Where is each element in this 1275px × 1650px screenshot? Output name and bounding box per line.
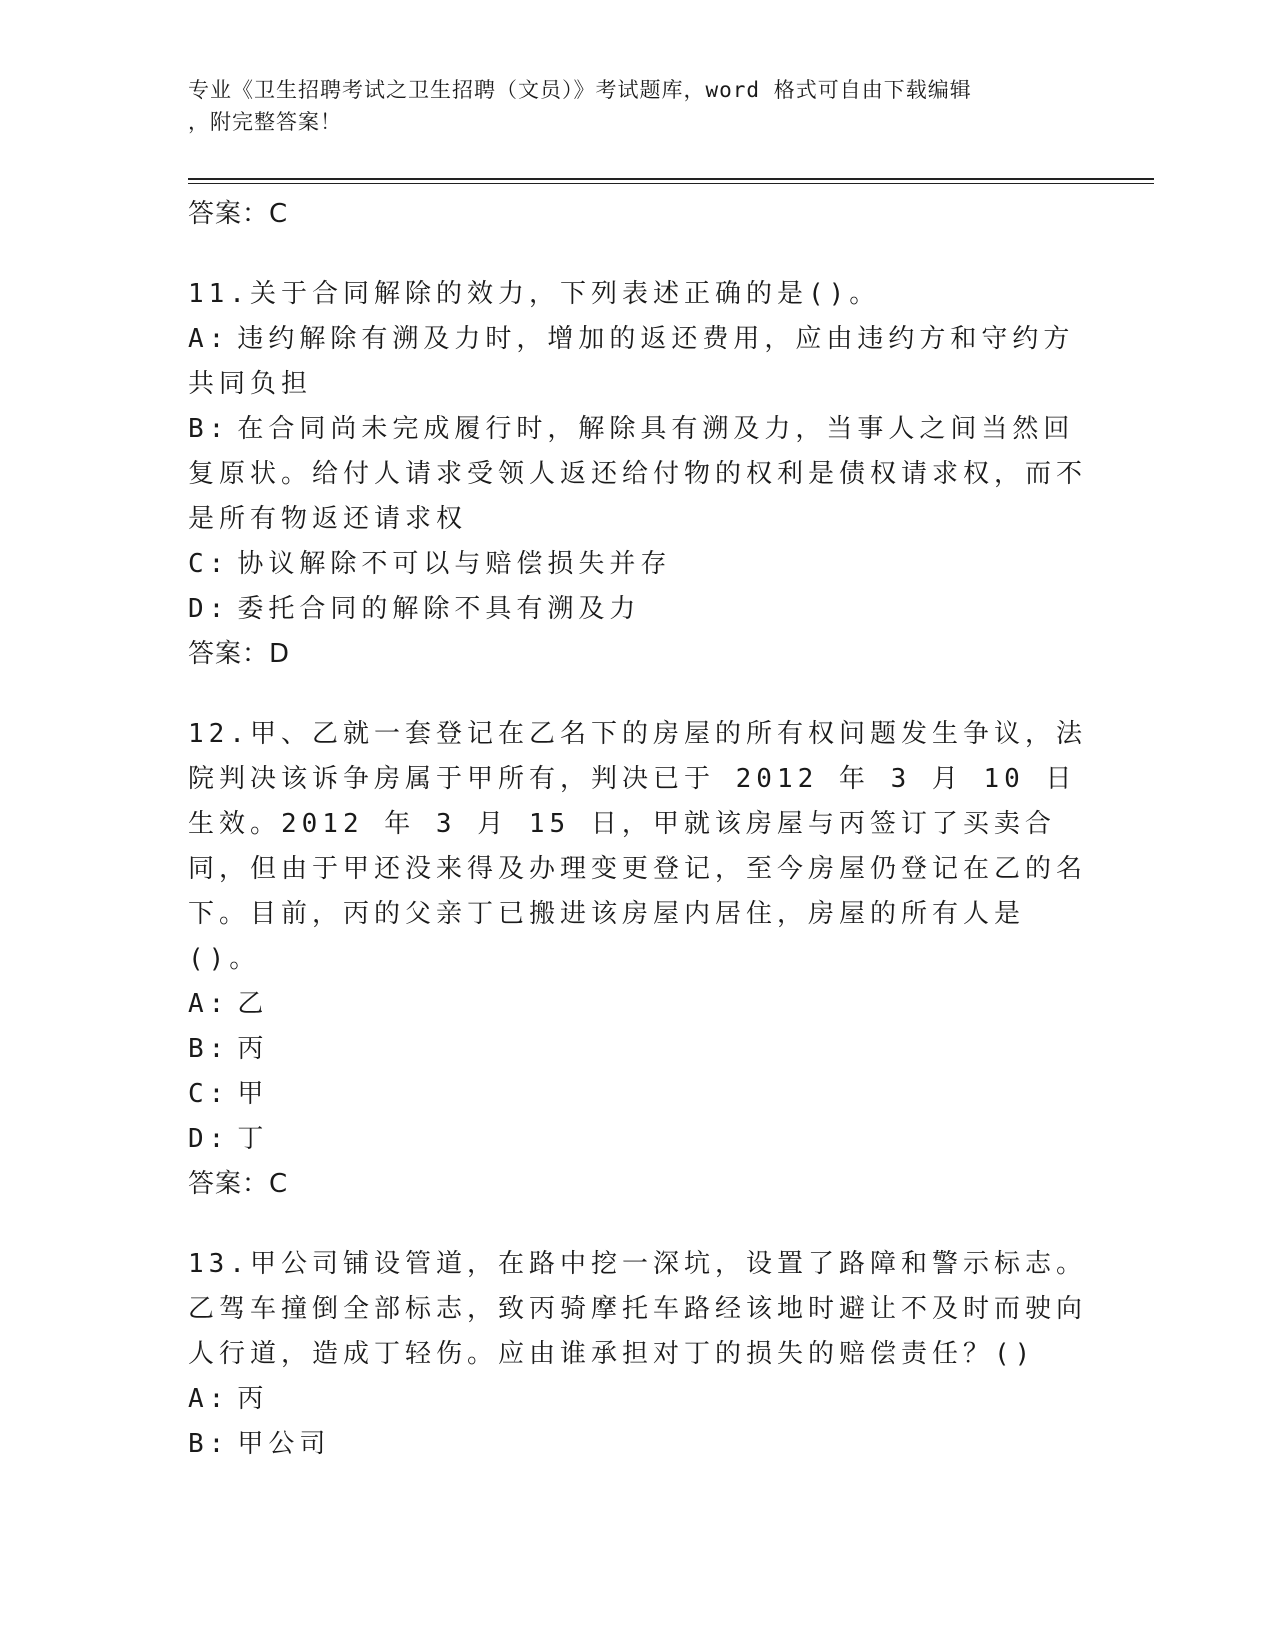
option-letter: D:	[188, 1124, 230, 1154]
question-stem: 11.关于合同解除的效力，下列表述正确的是()。	[188, 279, 881, 309]
header-divider	[188, 178, 1154, 180]
option-c	[188, 1072, 1088, 1117]
option-text: 甲	[237, 1079, 269, 1109]
option-text: 甲公司	[237, 1429, 331, 1459]
option-letter: A:	[188, 1384, 230, 1414]
option-a	[188, 317, 1088, 407]
question-stem: 13.甲公司铺设管道，在路中挖一深坑，设置了路障和警示标志。乙驾车撞倒全部标志，致丙骑摩托车路经该地时避让不及时而驶向人行道，造成丁轻伤。应由谁承担对丁的损失的赔偿责任？()	[188, 1249, 1088, 1369]
question-stem: 12.甲、乙就一套登记在乙名下的房屋的所有权问题发生争议，法院判决该诉争房属于甲所有，判决已于 2012 年 3 月 10 日生效。2012 年 3 月 15 日，甲就该房屋与丙签订了买卖合同，但由于甲还没来得及办理变更登记，至今房屋仍登记在乙的名下。目前，丙的父亲丁已搬进该房屋内居住，房屋的所有人是()。	[188, 719, 1088, 974]
option-d	[188, 1117, 1088, 1162]
header-line-1: 专业《卫生招聘考试之卫生招聘（文员）》考试题库，word 格式可自由下载编辑	[188, 78, 972, 102]
option-text: 丁	[237, 1124, 269, 1154]
option-letter: B:	[188, 1429, 230, 1459]
option-b	[188, 1422, 1088, 1467]
option-text: 委托合同的解除不具有溯及力	[237, 594, 641, 624]
question-answer: 答案：C	[188, 1169, 289, 1199]
option-letter: B:	[188, 414, 230, 444]
option-text: 违约解除有溯及力时，增加的返还费用，应由违约方和守约方共同负担	[188, 324, 1075, 399]
option-a	[188, 1377, 1088, 1422]
option-letter: D:	[188, 594, 230, 624]
question-13	[188, 1242, 1088, 1467]
question-answer: 答案：D	[188, 639, 291, 669]
option-letter: B:	[188, 1034, 230, 1064]
header-divider-thin	[188, 183, 1154, 184]
option-letter: A:	[188, 324, 230, 354]
option-text: 丙	[237, 1384, 269, 1414]
document-header	[188, 74, 1088, 138]
previous-answer: 答案：C	[188, 199, 289, 229]
question-11	[188, 272, 1088, 676]
option-b	[188, 407, 1088, 542]
option-letter: C:	[188, 1079, 230, 1109]
option-text: 在合同尚未完成履行时，解除具有溯及力，当事人之间当然回复原状。给付人请求受领人返还给付物的权利是债权请求权，而不是所有物返还请求权	[188, 414, 1088, 534]
option-text: 乙	[237, 989, 269, 1019]
option-c	[188, 542, 1088, 587]
option-b	[188, 1027, 1088, 1072]
option-letter: C:	[188, 549, 230, 579]
header-line-2: ，附完整答案！	[188, 110, 342, 134]
question-content	[188, 192, 1088, 1467]
option-text: 丙	[237, 1034, 269, 1064]
option-a	[188, 982, 1088, 1027]
option-text: 协议解除不可以与赔偿损失并存	[237, 549, 672, 579]
question-12	[188, 712, 1088, 1206]
option-letter: A:	[188, 989, 230, 1019]
option-d	[188, 587, 1088, 632]
